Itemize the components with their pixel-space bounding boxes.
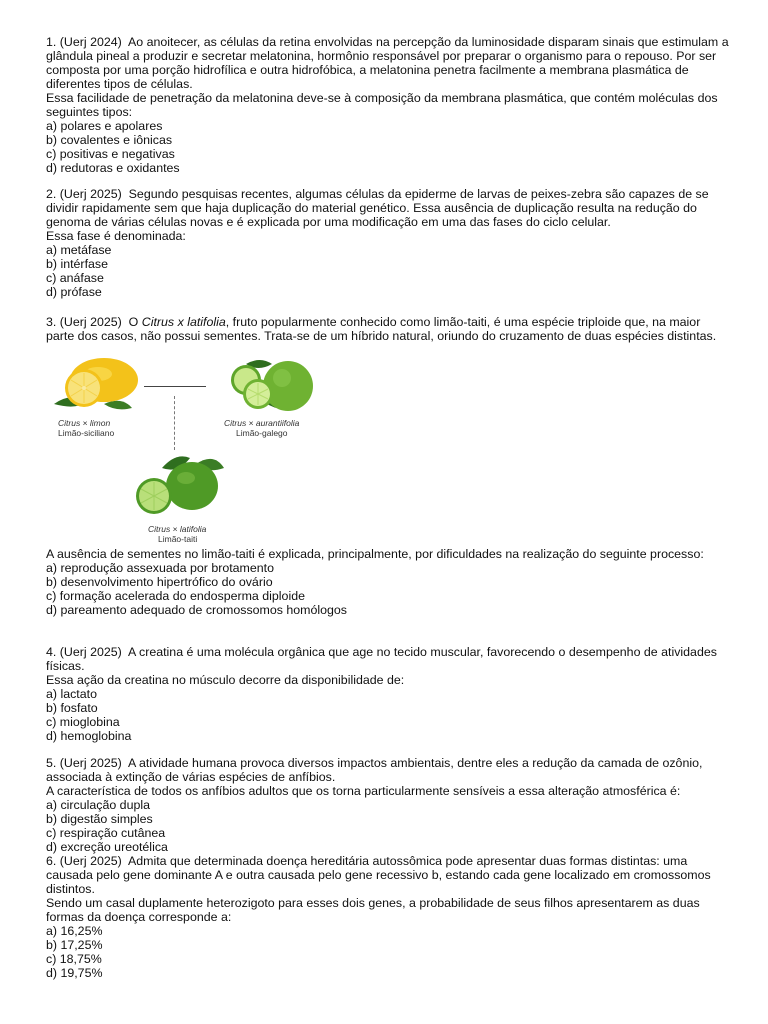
question-5-statement — [46, 756, 730, 784]
lime-species-label: Citrus × aurantiifolia — [224, 418, 300, 428]
option-b[interactable]: b) 17,25% — [46, 938, 103, 952]
question-1 — [46, 35, 730, 175]
lemon-caption — [58, 418, 114, 438]
tahiti-common-label: Limão-taiti — [158, 534, 198, 544]
option-d[interactable]: d) prófase — [46, 285, 102, 299]
question-source: (Uerj 2025) — [59, 854, 122, 868]
lemon-species-label: Citrus × limon — [58, 418, 111, 428]
question-number: 4. — [46, 645, 57, 659]
question-3-continued — [46, 547, 730, 617]
option-c[interactable]: c) positivas e negativas — [46, 147, 175, 161]
question-number: 5. — [46, 756, 57, 770]
question-4 — [46, 645, 730, 743]
option-a[interactable]: a) metáfase — [46, 243, 112, 257]
lemon-common-label: Limão-siciliano — [58, 428, 115, 438]
option-d[interactable]: d) 19,75% — [46, 966, 103, 980]
option-a[interactable]: a) circulação dupla — [46, 798, 151, 812]
lime-common-label: Limão-galego — [236, 428, 288, 438]
question-text: A atividade humana provoca diversos impactos ambientais, dentre eles a redução da camada de ozônio, associada à extinção de várias espécies de anfíbios. — [46, 756, 703, 784]
question-6 — [46, 854, 730, 980]
species-name: Citrus x latifolia — [141, 315, 226, 329]
question-text: Segundo pesquisas recentes, algumas células da epiderme de larvas de peixes-zebra são capazes de se dividir rapidamente sem que haja duplicação do material genético. Essa ausência de duplicação resulta na redução do genoma de várias células novas e é explicada por uma modificação em uma das fases do ciclo celular. — [46, 187, 709, 229]
question-5 — [46, 756, 730, 854]
option-b[interactable]: b) desenvolvimento hipertrófico do ovário — [46, 575, 273, 589]
option-c[interactable]: c) respiração cutânea — [46, 826, 166, 840]
option-b[interactable]: b) fosfato — [46, 701, 98, 715]
question-text: Ao anoitecer, as células da retina envolvidas na percepção da luminosidade disparam sinais que estimulam a glândula pineal a produzir e secretar melatonina, hormônio responsável por preparar o organismo para o repouso. Por ser composta por uma porção hidrofílica e outra hidrofóbica, a melatonina penetra facilmente a membrana plasmática de diferentes tipos de células. — [46, 35, 729, 91]
question-prompt: Essa facilidade de penetração da melatonina deve-se à composição da membrana plasmática, que contém moléculas dos seguintes tipos: — [46, 91, 718, 119]
question-1-statement — [46, 35, 730, 91]
option-d[interactable]: d) hemoglobina — [46, 729, 132, 743]
question-prompt: Sendo um casal duplamente heterozigoto para esses dois genes, a probabilidade de seus filhos apresentarem as duas formas da doença corresponde a: — [46, 896, 700, 924]
option-c[interactable]: c) 18,75% — [46, 952, 102, 966]
question-3-statement — [46, 315, 730, 343]
lime-caption — [224, 418, 299, 438]
question-text-post: , fruto popularmente conhecido como limão-taiti, é uma espécie triploide que, na maior parte dos casos, não possui sementes. Trata-se de um híbrido natural, oriundo do cruzamento de duas espécies distintas. — [46, 315, 717, 343]
option-a[interactable]: a) lactato — [46, 687, 97, 701]
question-text: A creatina é uma molécula orgânica que age no tecido muscular, favorecendo o desempenho de atividades físicas. — [46, 645, 717, 673]
question-source: (Uerj 2025) — [59, 315, 122, 329]
option-d[interactable]: d) pareamento adequado de cromossomos homólogos — [46, 603, 347, 617]
question-2 — [46, 187, 730, 299]
question-text-pre: O — [128, 315, 139, 329]
hybrid-connector-line — [174, 396, 175, 450]
question-3 — [46, 315, 730, 343]
option-d[interactable]: d) excreção ureotélica — [46, 840, 168, 854]
option-b[interactable]: b) intérfase — [46, 257, 108, 271]
question-source: (Uerj 2025) — [59, 645, 122, 659]
question-prompt: A ausência de sementes no limão-taiti é explicada, principalmente, por dificuldades na realização do seguinte processo: — [46, 547, 704, 561]
option-a[interactable]: a) 16,25% — [46, 924, 103, 938]
tahiti-lime-fruit-image — [136, 456, 224, 514]
lemon-fruit-image — [54, 358, 138, 409]
citrus-hybrid-figure — [46, 358, 326, 546]
option-b[interactable]: b) covalentes e iônicas — [46, 133, 173, 147]
question-number: 3. — [46, 315, 57, 329]
question-source: (Uerj 2024) — [59, 35, 122, 49]
cross-connector-line — [144, 386, 206, 387]
option-c[interactable]: c) formação acelerada do endosperma diploide — [46, 589, 305, 603]
option-a[interactable]: a) polares e apolares — [46, 119, 163, 133]
option-b[interactable]: b) digestão simples — [46, 812, 153, 826]
question-2-statement — [46, 187, 730, 229]
question-text: Admita que determinada doença hereditária autossômica pode apresentar duas formas distintas: uma causada pelo gene dominante A e outra causada pelo gene recessivo b, estando cada gene localizado em cromossomos distintos. — [46, 854, 711, 896]
question-number: 2. — [46, 187, 57, 201]
question-4-statement — [46, 645, 730, 673]
question-prompt: Essa fase é denominada: — [46, 229, 186, 243]
option-c[interactable]: c) mioglobina — [46, 715, 120, 729]
option-c[interactable]: c) anáfase — [46, 271, 104, 285]
question-source: (Uerj 2025) — [59, 756, 122, 770]
tahiti-caption — [148, 524, 206, 544]
lime-fruit-image — [231, 360, 313, 411]
question-number: 1. — [46, 35, 57, 49]
tahiti-species-label: Citrus × latifolia — [148, 524, 207, 534]
question-number: 6. — [46, 854, 57, 868]
question-prompt: Essa ação da creatina no músculo decorre da disponibilidade de: — [46, 673, 405, 687]
question-6-statement — [46, 854, 730, 896]
question-source: (Uerj 2025) — [59, 187, 122, 201]
question-prompt: A característica de todos os anfíbios adultos que os torna particularmente sensíveis a essa alteração atmosférica é: — [46, 784, 681, 798]
option-a[interactable]: a) reprodução assexuada por brotamento — [46, 561, 274, 575]
option-d[interactable]: d) redutoras e oxidantes — [46, 161, 180, 175]
